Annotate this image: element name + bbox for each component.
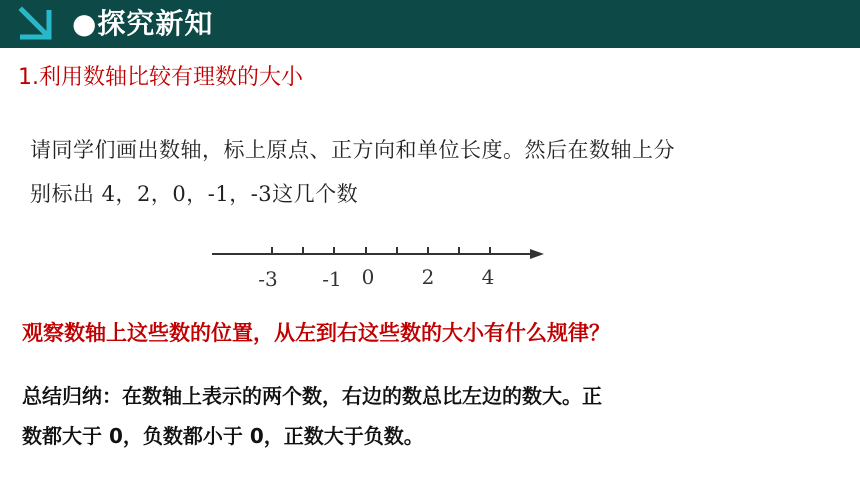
instruction-paragraph — [30, 128, 830, 216]
instruction-line-1: 请同学们画出数轴，标上原点、正方向和单位长度。然后在数轴上分 — [30, 138, 675, 162]
number-label: 0 — [361, 265, 375, 289]
number-line-arrowhead — [530, 249, 544, 259]
summary-line-2: 数都大于 0，负数都小于 0，正数大于负数。 — [22, 424, 424, 448]
chevron-arrow-down-right-icon — [16, 6, 56, 42]
question-text: 观察数轴上这些数的位置，从左到右这些数的大小有什么规律？ — [22, 321, 610, 345]
instruction-line-2: 别标出 4，2，0，-1，-3这几个数 — [30, 182, 359, 206]
summary-line-1: 总结归纳：在数轴上表示的两个数，右边的数总比左边的数大。正 — [22, 384, 602, 408]
number-label: -1 — [322, 267, 342, 291]
header-bar — [0, 0, 860, 48]
number-label: 2 — [421, 265, 435, 289]
section-title: 1.利用数轴比较有理数的大小 — [18, 65, 303, 90]
number-label: 4 — [481, 265, 495, 289]
number-line — [200, 232, 560, 302]
summary-paragraph — [22, 376, 832, 456]
number-label: -3 — [258, 267, 278, 291]
page-title: ●探究新知 — [72, 7, 214, 40]
number-line-ticks — [272, 247, 490, 254]
